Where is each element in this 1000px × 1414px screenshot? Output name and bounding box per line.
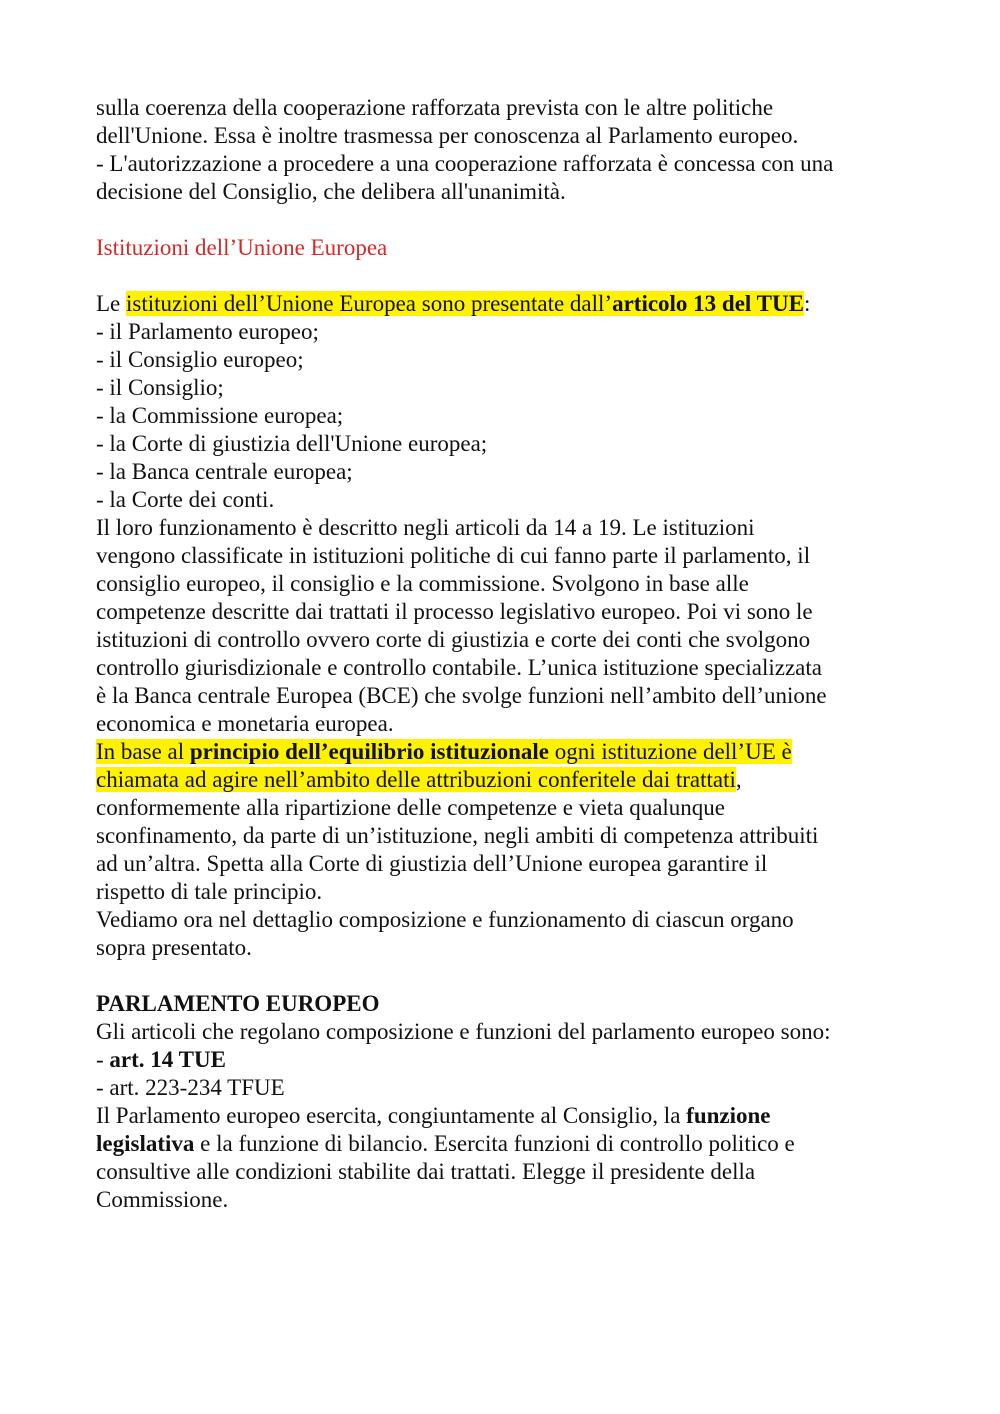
intro-line: - L'autorizzazione a procedere a una cooperazione rafforzata è concessa con una	[96, 151, 834, 176]
spacer	[96, 962, 916, 990]
paragraph-bold: legislativa	[96, 1131, 195, 1156]
document-page	[96, 94, 916, 1214]
parlamento-heading: PARLAMENTO EUROPEO	[96, 991, 380, 1016]
intro-line: sulla coerenza della cooperazione rafforzata prevista con le altre politiche	[96, 95, 774, 120]
functioning-line: controllo giurisdizionale e controllo contabile. L’unica istituzione specializzata	[96, 655, 822, 680]
intro-line: decisione del Consiglio, che delibera all'unanimità.	[96, 179, 566, 204]
principle-line	[96, 766, 916, 794]
parlamento-paragraph-line: consultive alle condizioni stabilite dai trattati. Elegge il presidente della	[96, 1159, 756, 1184]
functioning-line: Il loro funzionamento è descritto negli articoli da 14 a 19. Le istituzioni	[96, 515, 755, 540]
article-reference: art. 14 TUE	[109, 1047, 226, 1072]
institution-list-item: - il Consiglio;	[96, 375, 224, 400]
institution-list-item: - la Corte di giustizia dell'Unione europea;	[96, 431, 488, 456]
functioning-line: competenze descritte dai trattati il processo legislativo europeo. Poi vi sono le	[96, 599, 813, 624]
principle-line: ad un’altra. Spetta alla Corte di giustizia dell’Unione europea garantire il	[96, 851, 768, 876]
principle-line: sconfinamento, da parte di un’istituzione, negli ambiti di competenza attribuiti	[96, 823, 819, 848]
institution-list-item: - il Parlamento europeo;	[96, 319, 319, 344]
paragraph-text: e la funzione di bilancio. Esercita funzioni di controllo politico e	[194, 1131, 795, 1156]
principle-text: chiamata ad agire nell’ambito delle attribuzioni conferitele dai trattati	[96, 767, 736, 792]
principle-text: ogni istituzione dell’UE è	[548, 739, 792, 764]
lead-suffix: :	[803, 291, 811, 316]
functioning-line: economica e monetaria europea.	[96, 711, 394, 736]
section-heading: Istituzioni dell’Unione Europea	[96, 235, 388, 260]
principle-name: principio dell’equilibrio istituzionale	[189, 739, 549, 764]
lead-prefix: Le	[96, 291, 127, 316]
spacer	[96, 262, 916, 290]
article-list-item	[96, 1046, 916, 1074]
parlamento-paragraph-line	[96, 1130, 916, 1158]
principle-punctuation: ,	[735, 767, 742, 792]
principle-text: In base al	[96, 739, 190, 764]
institution-list-item: - il Consiglio europeo;	[96, 347, 304, 372]
lead-article-reference: articolo 13 del TUE	[612, 291, 804, 316]
principle-line: Vediamo ora nel dettaglio composizione e funzionamento di ciascun organo	[96, 907, 794, 932]
principle-line: conformemente alla ripartizione delle competenze e vieta qualunque	[96, 795, 726, 820]
lead-sentence	[96, 290, 916, 318]
functioning-line: istituzioni di controllo ovvero corte di giustizia e corte dei conti che svolgono	[96, 627, 811, 652]
functioning-line: vengono classificate in istituzioni politiche di cui fanno parte il parlamento, il	[96, 543, 811, 568]
parlamento-intro: Gli articoli che regolano composizione e funzioni del parlamento europeo sono:	[96, 1019, 831, 1044]
functioning-line: consiglio europeo, il consiglio e la commissione. Svolgono in base alle	[96, 571, 749, 596]
parlamento-paragraph-line	[96, 1102, 916, 1130]
principle-line: sopra presentato.	[96, 935, 252, 960]
intro-line: dell'Unione. Essa è inoltre trasmessa per conoscenza al Parlamento europeo.	[96, 123, 799, 148]
spacer	[96, 206, 916, 234]
principle-line	[96, 738, 916, 766]
principle-line: rispetto di tale principio.	[96, 879, 323, 904]
institution-list-item: - la Banca centrale europea;	[96, 459, 353, 484]
paragraph-bold: funzione	[686, 1103, 771, 1128]
functioning-line: è la Banca centrale Europea (BCE) che svolge funzioni nell’ambito dell’unione	[96, 683, 827, 708]
article-list-item: - art. 223-234 TFUE	[96, 1075, 285, 1100]
paragraph-text: Il Parlamento europeo esercita, congiuntamente al Consiglio, la	[96, 1103, 687, 1128]
parlamento-paragraph-line: Commissione.	[96, 1187, 229, 1212]
lead-highlight: istituzioni dell’Unione Europea sono presentate dall’	[126, 291, 613, 316]
article-prefix: -	[96, 1047, 110, 1072]
institution-list-item: - la Commissione europea;	[96, 403, 344, 428]
institution-list-item: - la Corte dei conti.	[96, 487, 275, 512]
